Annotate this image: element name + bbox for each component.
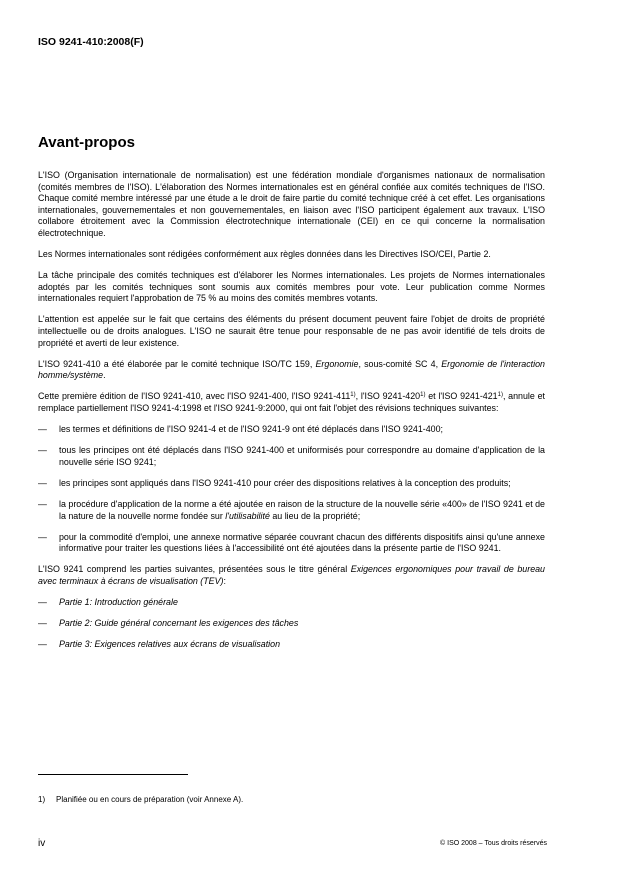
footnote-separator [38,774,188,775]
page-title: Avant-propos [38,134,135,151]
revision-list-item: — tous les principes ont été déplacés dans l'ISO 9241-400 et uniformisés pour correspondre au domaine d'application de la nouvelle série ISO 9241; [38,445,545,467]
page-number: iv [38,838,46,849]
paragraph-directives: Les Normes internationales sont rédigées conformément aux règles données dans les Directives ISO/CEI, Partie 2. [38,249,491,260]
dash-bullet: — [38,597,47,608]
footnote-ref: 1) [497,392,503,399]
paragraph-parts-intro: L'ISO 9241 comprend les parties suivantes, présentées sous le titre général Exigences ergonomiques pour travail de bureau avec terminaux à écrans de visualisation (TEV): [38,564,545,586]
part-list-item: — Partie 2: Guide général concernant les exigences des tâches [38,618,299,629]
dash-bullet: — [38,498,47,509]
dash-bullet: — [38,531,47,542]
revision-list-item: — la procédure d'application de la norme a été ajoutée en raison de la structure de la nouvelle série «400» de l'ISO 9241 et de la nature de la nouvelle norme fondée sur l'utilisabilité au lieu de la propriété; [38,498,545,521]
revision-list-item: — pour la commodité d'emploi, une annexe normative séparée couvrant chacun des différents dispositifs ainsi qu'une annexe informative pour traiter les questions liées à l'accessibilité ont été ajoutées dans la présente partie de l'ISO 9241. [38,531,545,554]
paragraph-technical-committees: La tâche principale des comités techniques est d'élaborer les Normes internationales. Les projets de Normes internationales adoptés par les comités techniques sont soumis aux comités membres pour vote. Leur publication comme Normes internationales requiert l'approbation de 75 % au moins des comités membres votants. [38,270,545,304]
footnote-ref: 1) [350,392,356,399]
copyright-notice: © ISO 2008 – Tous droits réservés [440,840,547,847]
dash-bullet: — [38,618,47,629]
dash-bullet: — [38,445,47,456]
foreword-body [38,170,545,660]
dash-bullet: — [38,477,47,488]
paragraph-patent-rights: L'attention est appelée sur le fait que certains des éléments du présent document peuvent faire l'objet de droits de propriété intellectuelle ou de droits analogues. L'ISO ne saurait être tenue pour responsable de ne pas avoir identifié de tels droits de propriété et averti de leur existence. [38,314,545,348]
footnote-text: Planifiée ou en cours de préparation (voir Annexe A). [56,795,244,804]
dash-bullet: — [38,639,47,650]
footnote-number: 1) [38,795,46,804]
revision-list-item: — les principes sont appliqués dans l'ISO 9241-410 pour créer des dispositions relatives à la conception des produits; [38,477,511,488]
paragraph-prepared-by: L'ISO 9241-410 a été élaborée par le comité technique ISO/TC 159, Ergonomie, sous-comité SC 4, Ergonomie de l'interaction homme/système. [38,358,545,381]
revision-list-item: — les termes et définitions de l'ISO 9241-4 et de l'ISO 9241-9 ont été déplacés dans l'ISO 9241-400; [38,424,443,435]
paragraph-edition: Cette première édition de l'ISO 9241-410, avec l'ISO 9241-400, l'ISO 9241-411$^{1)}$, l'ISO 9241-420$^{1)}$ et l'ISO 9241-421$^{1)}$, annule et remplace partiellement l'ISO 9241-4:1998 et l'ISO 9241-9:2000, qui ont fait l'objet des révisions techniques suivantes: [38,391,545,413]
document-id: ISO 9241-410:2008(F) [38,36,144,48]
footnote [38,795,243,804]
paragraph-iso-intro: L'ISO (Organisation internationale de normalisation) est une fédération mondiale d'organismes nationaux de normalisation (comités membres de l'ISO). L'élaboration des Normes internationales est en général confiée aux comités techniques de l'ISO. Chaque comité membre intéressé par une étude a le droit de faire partie du comité technique créé à cet effet. Les organisations internationales, gouvernementales et non gouvernementales, en liaison avec l'ISO participent également aux travaux. L'ISO collabore étroitement avec la Commission électrotechnique internationale (CEI) en ce qui concerne la normalisation électrotechnique. [38,170,545,238]
part-list-item: — Partie 3: Exigences relatives aux écrans de visualisation [38,639,281,650]
part-list-item: — Partie 1: Introduction générale [38,597,178,608]
footnote-ref: 1) [420,392,426,399]
dash-bullet: — [38,424,47,435]
